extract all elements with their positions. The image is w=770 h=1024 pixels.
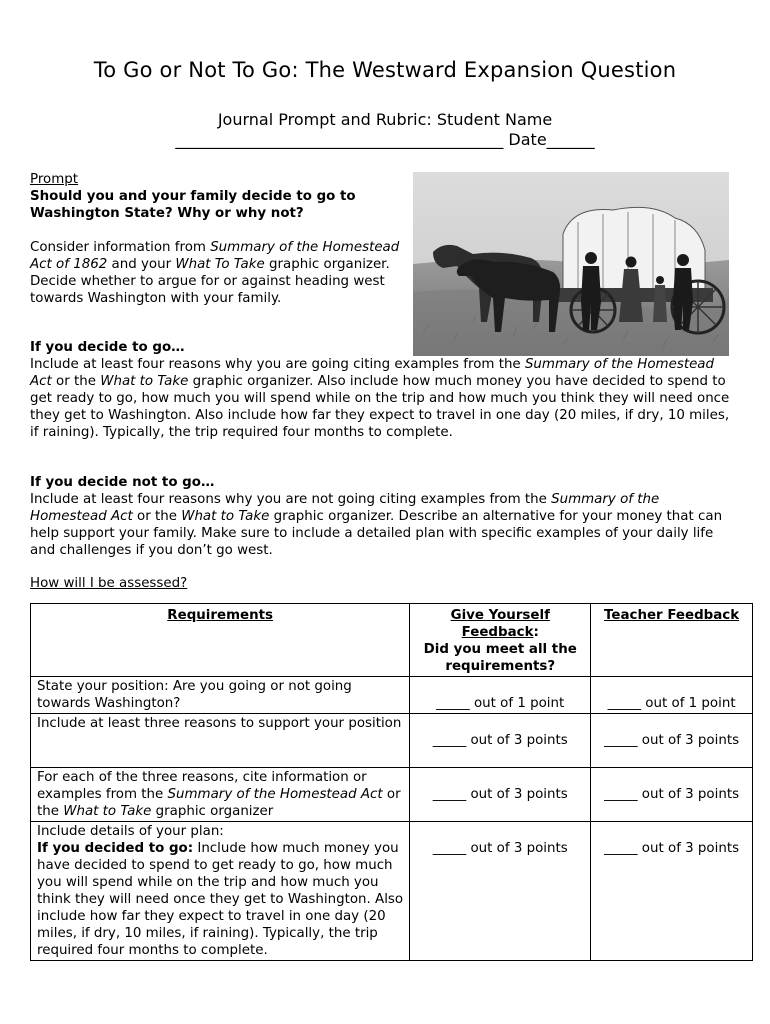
table-row	[31, 768, 753, 822]
not-go-section	[30, 474, 740, 559]
prompt-consider: Consider information from Summary of the Homestead Act of 1862 and your What To Take graphic organizer. Decide whether to argue for or against heading west towards Washington with your family.	[30, 240, 400, 306]
table-row	[31, 714, 753, 768]
requirement-cell: Include at least three reasons to support your position	[31, 714, 410, 768]
requirement-cell: For each of the three reasons, cite information or examples from the Summary of the Homestead Act or the What to Take graphic organizer	[31, 768, 410, 822]
requirement-cell: Include details of your plan: If you decided to go: Include how much money you have decided to spend to get ready to go, how much you will spend while on the trip and how much you think they will need once they get to Washington. Also include how far they expect to travel in one day (20 miles, if dry, 10 miles, if raining). Typically, the trip required four months to complete.	[31, 822, 410, 961]
teacher-score-cell: _____ out of 3 points	[591, 714, 753, 768]
self-score-cell: _____ out of 3 points	[410, 768, 591, 822]
go-text: Include at least four reasons why you are going citing examples from the Summary of the Homestead Act or the What to Take graphic organizer. Also include how much money you have decided to spend to get ready to go, how much you will spend while on the trip and how much you think they will need once they get to Washington. Also include how far they expect to travel in one day (20 miles, if dry, 10 miles, if raining). Typically, the trip required four months to complete.	[30, 357, 730, 440]
prompt-block	[30, 171, 400, 307]
go-heading: If you decide to go…	[30, 340, 185, 355]
subtitle	[0, 110, 770, 150]
prompt-label: Prompt	[30, 172, 79, 187]
student-name-line: Journal Prompt and Rubric: Student Name	[217, 110, 553, 129]
not-go-heading: If you decide not to go…	[30, 475, 215, 490]
requirement-cell: State your position: Are you going or not going towards Washington?	[31, 677, 410, 714]
self-score-cell: _____ out of 3 points	[410, 714, 591, 768]
self-score-cell: _____ out of 1 point	[410, 677, 591, 714]
teacher-score-cell: _____ out of 3 points	[591, 768, 753, 822]
rubric-header-row	[31, 604, 753, 677]
teacher-feedback-header: Teacher Feedback	[591, 604, 753, 677]
self-feedback-header: Give Yourself Feedback: Did you meet all the requirements?	[410, 604, 591, 677]
teacher-score-cell: _____ out of 1 point	[591, 677, 753, 714]
table-row	[31, 677, 753, 714]
page-title: To Go or Not To Go: The Westward Expansion Question	[93, 58, 677, 82]
covered-wagon-family-photo	[413, 172, 729, 356]
date-line: _________________________________________ Date______	[175, 130, 595, 149]
requirements-header: Requirements	[31, 604, 410, 677]
go-section	[30, 339, 740, 441]
prompt-question: Should you and your family decide to go to Washington State? Why or why not?	[30, 189, 356, 221]
self-score-cell: _____ out of 3 points	[410, 822, 591, 961]
teacher-score-cell: _____ out of 3 points	[591, 822, 753, 961]
table-row	[31, 822, 753, 961]
not-go-text: Include at least four reasons why you are not going citing examples from the Summary of the Homestead Act or the What to Take graphic organizer. Describe an alternative for your money that can help support your family. Make sure to include a detailed plan with specific examples of your daily life and challenges if you don’t go west.	[30, 492, 723, 558]
assessment-heading: How will I be assessed?	[30, 576, 188, 591]
rubric-table	[30, 603, 753, 961]
